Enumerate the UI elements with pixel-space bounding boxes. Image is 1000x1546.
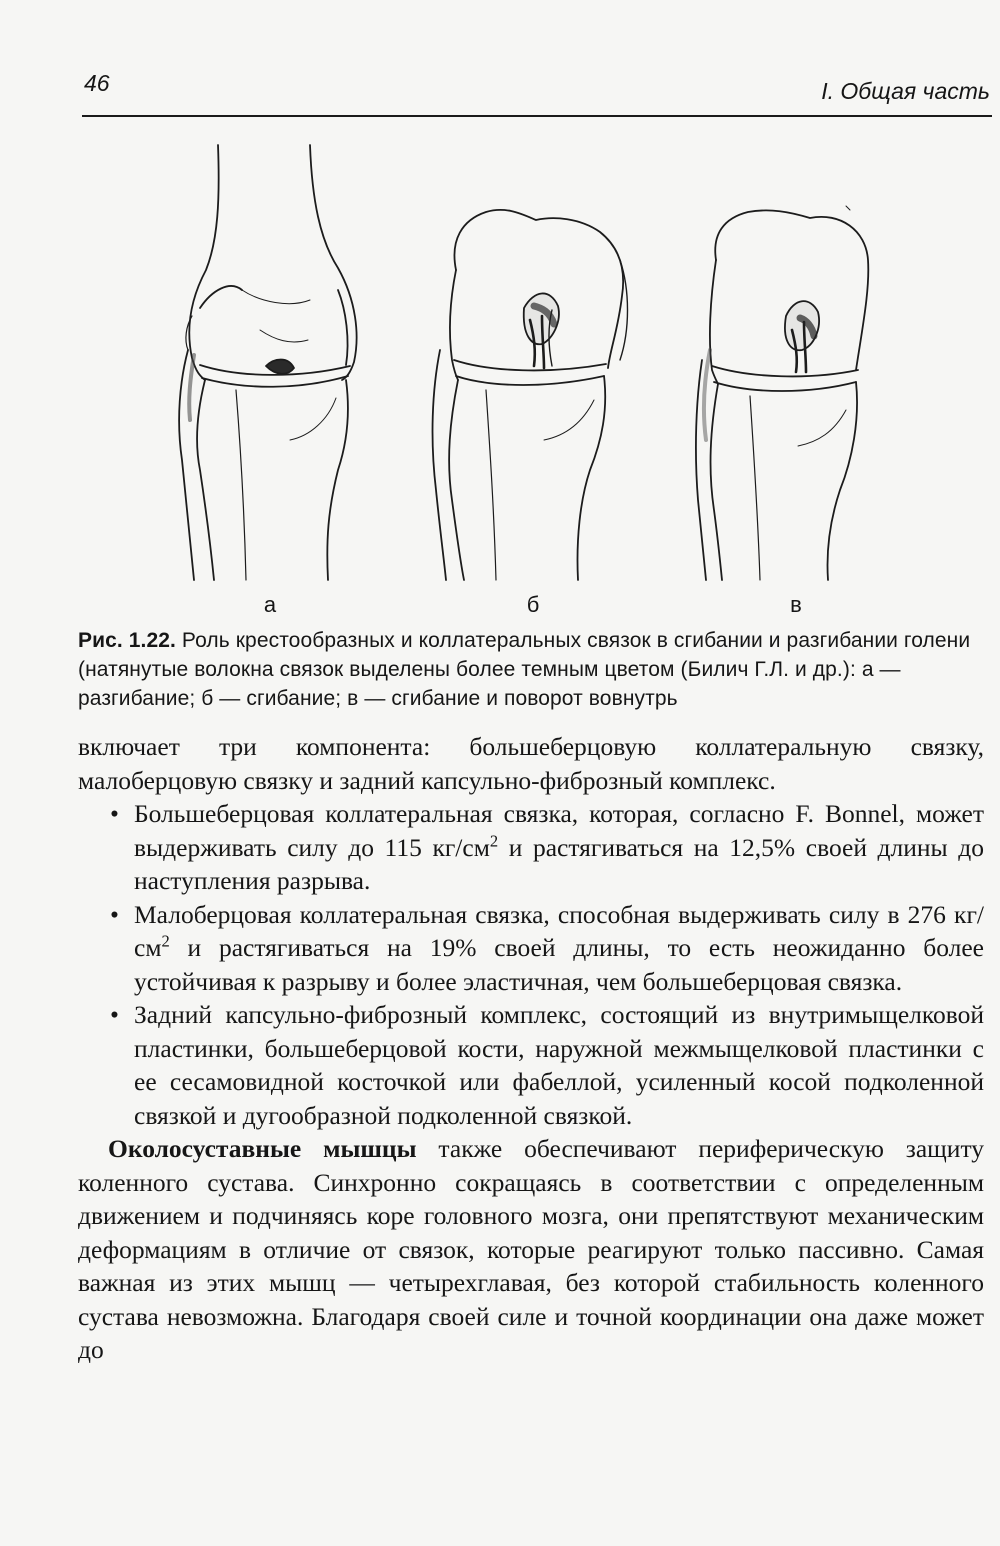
bullet-list [78,797,984,1132]
bullet-marker: • [110,1000,119,1029]
caption-label: Рис. 1.22. [78,629,176,652]
intro-paragraph: включает три компонента: большеберцовую коллатеральную связку, малоберцовую связку и задний капсульно-фиброзный комплекс. [78,732,984,795]
figure-caption [78,626,986,713]
knee-drawing-flexion [433,210,628,580]
list-item [78,898,984,999]
panel-label-b: б [526,592,540,617]
panel-label-c: в [790,592,802,617]
superscript: 2 [489,831,499,850]
list-item-text-cont: и растягиваться на 19% своей длины, то есть неожиданно более устойчивая к разрыву и более эластичная, чем большеберцовая связка. [134,933,984,996]
superscript: 2 [161,931,170,951]
list-item-text-cont: и растягиваться на 12,5% своей длины до наступления разрыва. [134,832,984,895]
list-item [78,797,984,898]
body-text [78,730,984,1367]
bold-term: Околосуставные мышцы [108,1134,417,1163]
header-rule [82,115,992,117]
page-number: 46 [84,70,110,96]
list-item-text: Большеберцовая коллатеральная связка, которая, согласно F. Bonnel, может выдерживать силу до 115 кг/см [134,799,984,862]
bullet-marker: • [110,899,119,929]
running-header: I. Общая часть [821,78,990,104]
knee-ligament-figure [150,140,870,590]
list-item-text: Задний капсульно-фиброзный комплекс, состоящий из внутримыщелковой пластинки, большеберцовой кости, наружной межмыщелковой пластинки с ее сесамовидной косточкой или фабеллой, усиленный косой подколенной связкой и дугообразной подколенной связкой. [134,1000,984,1130]
bullet-marker: • [110,799,119,828]
panel-label-a: а [263,592,277,617]
list-item-text: Малоберцовая коллатеральная связка, способная выдерживать силу в 276 кг/см [134,899,984,962]
caption-text: Роль крестообразных и коллатеральных связок в сгибании и разгибании голени (натянутые волокна связок выделены более темным цветом (Билич Г.Л. и др.): а — разгибание; б — сгибание; в — сгибание и поворот вовнутрь [78,629,971,710]
list-item [78,998,984,1132]
paragraph-text: также обеспечивают периферическую защиту коленного сустава. Синхронно сокращаясь в соответствии с определенным движением и подчиняясь коре головного мозга, они препятствуют механическим деформациям в отличие от связок, которые реагируют только пассивно. Самая важная из этих мышц — четырехглавая, без которой стабильность коленного сустава невозможна. Благодаря своей силе и точной координации она даже может до [78,1134,984,1364]
knee-drawing-flexion-rotation [696,206,868,580]
muscles-paragraph [78,1132,984,1367]
knee-drawing-extension [179,145,356,580]
